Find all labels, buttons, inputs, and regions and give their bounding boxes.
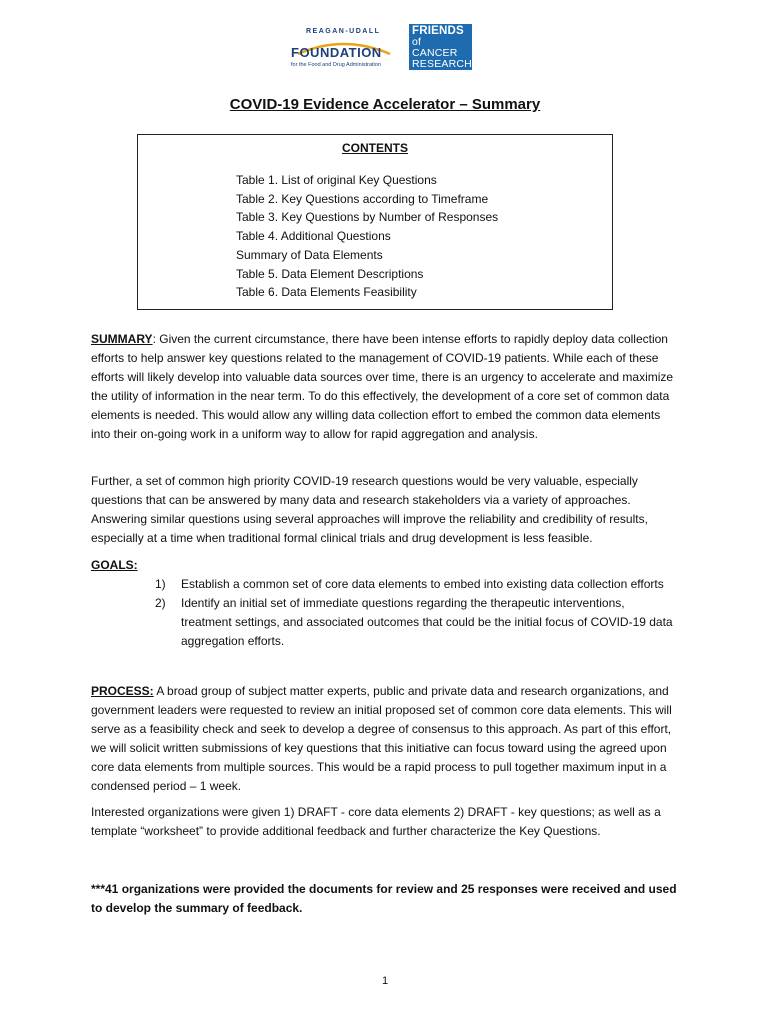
contents-heading: CONTENTS (342, 141, 408, 155)
contents-item: Table 3. Key Questions by Number of Responses (236, 210, 499, 225)
goal-item (155, 594, 675, 651)
reagan-udall-wordmark: REAGAN-UDALL (306, 28, 381, 35)
contents-list (236, 171, 498, 302)
contents-item: Table 6. Data Elements Feasibility (236, 285, 417, 300)
goal-text: Identify an initial set of immediate questions regarding the therapeutic interventions, treatment settings, and associated outcomes that could be the initial focus of COVID-19 data aggregation efforts. (181, 596, 673, 648)
friends-logo-line1: FRIENDS (412, 25, 464, 37)
goals-list (155, 575, 675, 651)
friends-logo-line3: RESEARCH (412, 58, 472, 70)
process-text: A broad group of subject matter experts, public and private data and research organizations, and government leaders were requested to review an initial proposed set of common core data elements. This will serve as a feasibility check and seek to develop a degree of consensus to this approach. As part of this effort, we will solicit written submissions of key questions that this initiative can focus toward using the agreed upon core data elements from multiple sources. This would be a rapid process to pull together maximum input in a condensed period – 1 week. (91, 684, 672, 793)
goal-number: 1) (155, 577, 166, 591)
interested-paragraph: Interested organizations were given 1) DRAFT - core data elements 2) DRAFT - key questions; as well as a template “worksheet” to provide additional feedback and further characterize the Key Questions. (91, 805, 661, 838)
responses-note: ***41 organizations were provided the documents for review and 25 responses were received and used to develop the summary of feedback. (91, 882, 677, 915)
friends-logo-line2: of CANCER (412, 36, 458, 59)
summary-label: SUMMARY (91, 332, 153, 346)
page-number: 1 (381, 975, 389, 987)
contents-item: Table 4. Additional Questions (236, 229, 391, 244)
document-title: COVID-19 Evidence Accelerator – Summary (229, 96, 541, 113)
contents-item: Table 1. List of original Key Questions (236, 173, 437, 187)
contents-item: Summary of Data Elements (236, 247, 383, 262)
summary-paragraph (91, 330, 681, 444)
contents-box (137, 134, 613, 310)
reagan-udall-logo (288, 28, 398, 72)
foundation-tagline: for the Food and Drug Administration (291, 62, 381, 68)
process-label: PROCESS: (91, 684, 154, 698)
foundation-wordmark: FOUNDATION (291, 45, 382, 60)
header-logos (0, 24, 770, 74)
goal-item (155, 575, 675, 594)
goal-text: Establish a common set of core data elements to embed into existing data collection efforts (181, 577, 664, 591)
goal-number: 2) (155, 596, 166, 610)
process-paragraph (91, 682, 681, 796)
goals-label: GOALS: (91, 558, 138, 572)
further-paragraph: Further, a set of common high priority COVID-19 research questions would be very valuable, especially questions that can be answered by many data and research stakeholders via a variety of approaches. Answering similar questions using several approaches will improve the reliability and credibility of results, especially at a time when traditional formal clinical trials and drug development is less feasible. (91, 474, 648, 545)
summary-text: : Given the current circumstance, there have been intense efforts to rapidly deploy data collection efforts to help answer key questions related to the management of COVID-19 patients. While each of these efforts will likely develop into valuable data sources over time, there is an urgency to accelerate and maximize the utility of information in the near term. To do this effectively, the development of a core set of common data elements is needed. This would allow any willing data collection effort to embed the common data elements into their on-going work in a uniform way to allow for rapid aggregation and analysis. (91, 332, 674, 441)
contents-item: Table 2. Key Questions according to Timeframe (236, 191, 489, 206)
contents-item: Table 5. Data Element Descriptions (236, 266, 424, 281)
friends-of-cancer-research-logo (409, 24, 472, 70)
